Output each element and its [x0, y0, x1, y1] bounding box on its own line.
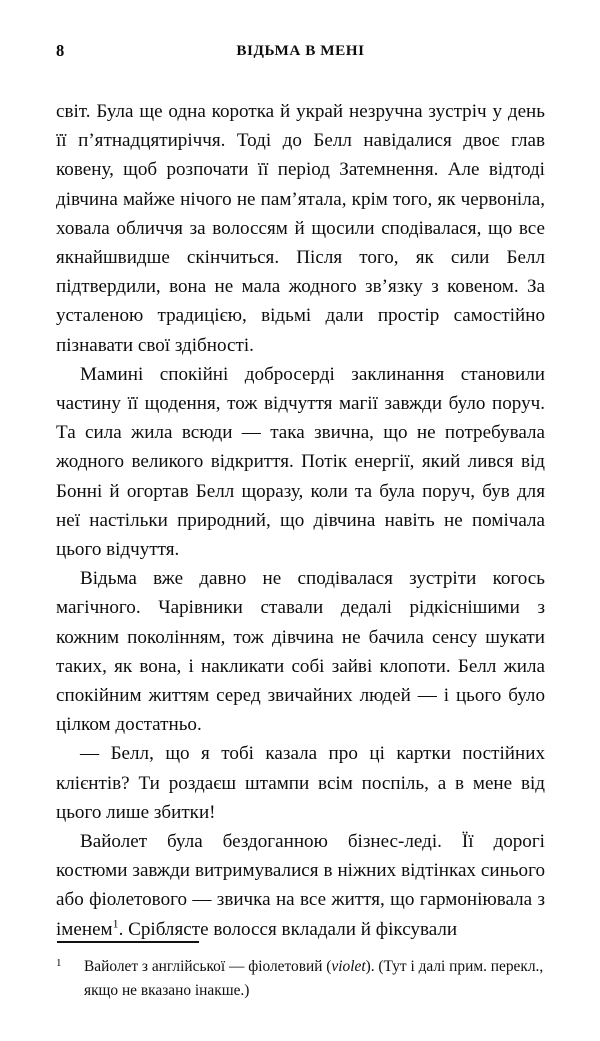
footnote-italic-term: violet	[331, 958, 366, 975]
page-number: 8	[56, 41, 65, 60]
footnote-text	[84, 955, 545, 1003]
footnote-entry	[56, 955, 545, 1003]
footnote-text-before-italic: Вайолет з англійської — фіолетовий (	[84, 958, 332, 975]
running-head	[56, 43, 545, 65]
paragraph-with-footnote-ref	[56, 827, 545, 944]
paragraph: світ. Була ще одна коротка й украй незручна зустріч у день її п’ятнадцятиріччя. Тоді до Белл навідалися двоє глав ковену, щоб розпочати її період Затемнення. Але відтоді дівчина майже нічого не пам’ятала, крім того, як червоніла, ховала обличчя за волоссям й щосили сподівалася, що все якнайшвидше скінчиться. Після того, як сили Белл підтвердили, вона не мала жодного зв’язку з ковеном. За усталеною традицією, відьмі дали простір самостійно пізнавати свої здібності.	[56, 101, 545, 356]
footnote-reference[interactable]: 1	[112, 916, 119, 931]
footnote-text-after-italic: ). (Тут і далі прим. перекл., якщо не вказано інакше.)	[84, 958, 544, 999]
paragraph-text-after-ref: . Сріблясте волосся вкладали й фіксували	[118, 918, 458, 940]
paragraph: Мамині спокійні добросерді заклинання становили частину її щодення, тож відчуття магії завжди було поруч. Та сила жила всюди — така звична, що не потребувала жодного великого відкриття. Потік енергії, який лився від Бонні й огортав Белл щоразу, коли та була поруч, був для неї настільки природний, що дівчина навіть не помічала цього відчуття.	[56, 363, 545, 561]
running-title: ВІДЬМА В МЕНІ	[236, 42, 365, 59]
body-text	[56, 97, 545, 944]
footnote-block	[56, 941, 545, 1003]
paragraph-dialogue: — Белл, що я тобі казала про ці картки постійних клієнтів? Ти роздаєш штампи всім поспіль, а в мене від цього лише збитки!	[56, 743, 545, 823]
footnote-separator-rule	[57, 941, 199, 943]
paragraph: Відьма вже давно не сподівалася зустріти когось магічного. Чарівники ставали дедалі рідкіснішими з кожним поколінням, тож дівчина не бачила сенсу шукати таких, як вона, і накликати собі зайві клопоти. Белл жила спокійним життям серед звичайних людей — і цього було цілком достатньо.	[56, 568, 545, 736]
footnote-marker: 1	[56, 957, 62, 969]
paragraph-text-before-ref: Вайолет була бездоганною бізнес-леді. Її дорогі костюми завжди витримувалися в ніжних відтінках синього або фіолетового — звичка на все життя, що гармоніювала з іменем	[56, 831, 545, 940]
